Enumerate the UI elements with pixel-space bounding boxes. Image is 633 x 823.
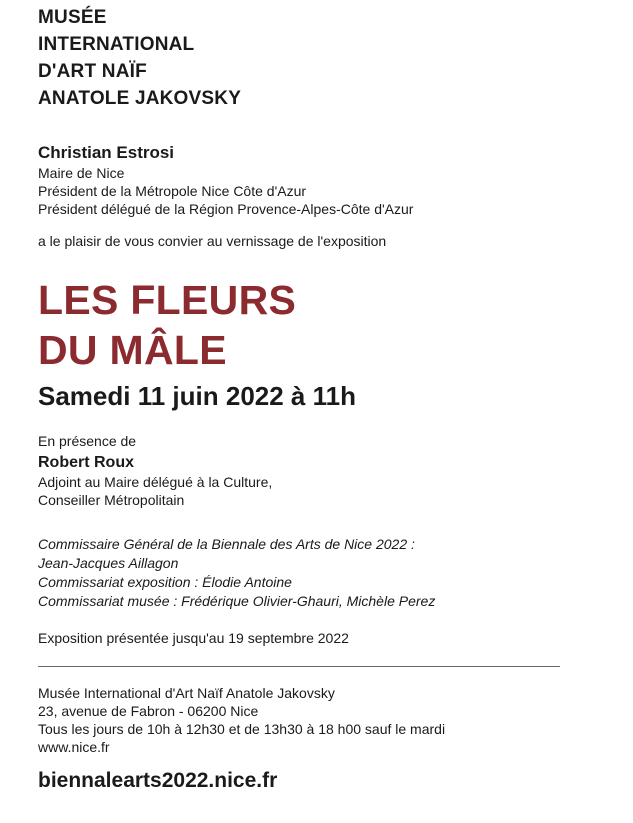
guest-title: Adjoint au Maire délégué à la Culture,: [38, 474, 273, 490]
address-line: 23, avenue de Fabron - 06200 Nice: [38, 703, 259, 719]
host-titles: [38, 164, 598, 218]
museum-name: [38, 4, 598, 112]
host-title: Président délégué de la Région Provence-Alpes-Côte d'Azur: [38, 201, 414, 217]
museum-name-line: ANATOLE JAKOVSKY: [38, 88, 242, 109]
host-name: Christian Estrosi: [38, 143, 175, 162]
guest-name: Robert Roux: [38, 454, 134, 471]
host-title: Maire de Nice: [38, 165, 125, 181]
presence-intro: En présence de: [38, 433, 137, 449]
address-line: Tous les jours de 10h à 12h30 et de 13h30 à 18 h00 sauf le mardi: [38, 721, 446, 737]
credit-line: Commissariat musée : Frédérique Olivier-Ghauri, Michèle Perez: [38, 593, 436, 609]
invitation-text: a le plaisir de vous convier au vernissage de l'exposition: [38, 233, 387, 249]
credit-line: Commissaire Général de la Biennale des Arts de Nice 2022 :: [38, 536, 415, 552]
website-link-nice[interactable]: www.nice.fr: [38, 739, 110, 755]
guest-titles: [38, 473, 598, 509]
museum-name-line: INTERNATIONAL: [38, 34, 195, 55]
curator-credits: [38, 535, 598, 611]
address-line: Musée International d'Art Naïf Anatole Jakovsky: [38, 685, 335, 701]
divider: [38, 666, 560, 667]
presence-block: [38, 432, 598, 509]
museum-name-line: MUSÉE: [38, 7, 107, 28]
host-block: [38, 142, 598, 218]
exhibition-dates: Exposition présentée jusqu'au 19 septembre 2022: [38, 630, 349, 646]
exhibition-title: [38, 275, 598, 375]
event-date: Samedi 11 juin 2022 à 11h: [38, 381, 356, 411]
exhibition-title-line: LES FLEURS: [38, 277, 297, 323]
museum-name-line: D'ART NAÏF: [38, 61, 147, 82]
invitation-card: [38, 0, 598, 794]
credit-line: Jean-Jacques Aillagon: [38, 555, 179, 571]
museum-address: [38, 684, 598, 756]
guest-title: Conseiller Métropolitain: [38, 492, 185, 508]
host-title: Président de la Métropole Nice Côte d'Azur: [38, 183, 307, 199]
exhibition-title-line: DU MÂLE: [38, 327, 227, 373]
credit-line: Commissariat exposition : Élodie Antoine: [38, 574, 292, 590]
biennale-website-link[interactable]: biennalearts2022.nice.fr: [38, 769, 278, 792]
